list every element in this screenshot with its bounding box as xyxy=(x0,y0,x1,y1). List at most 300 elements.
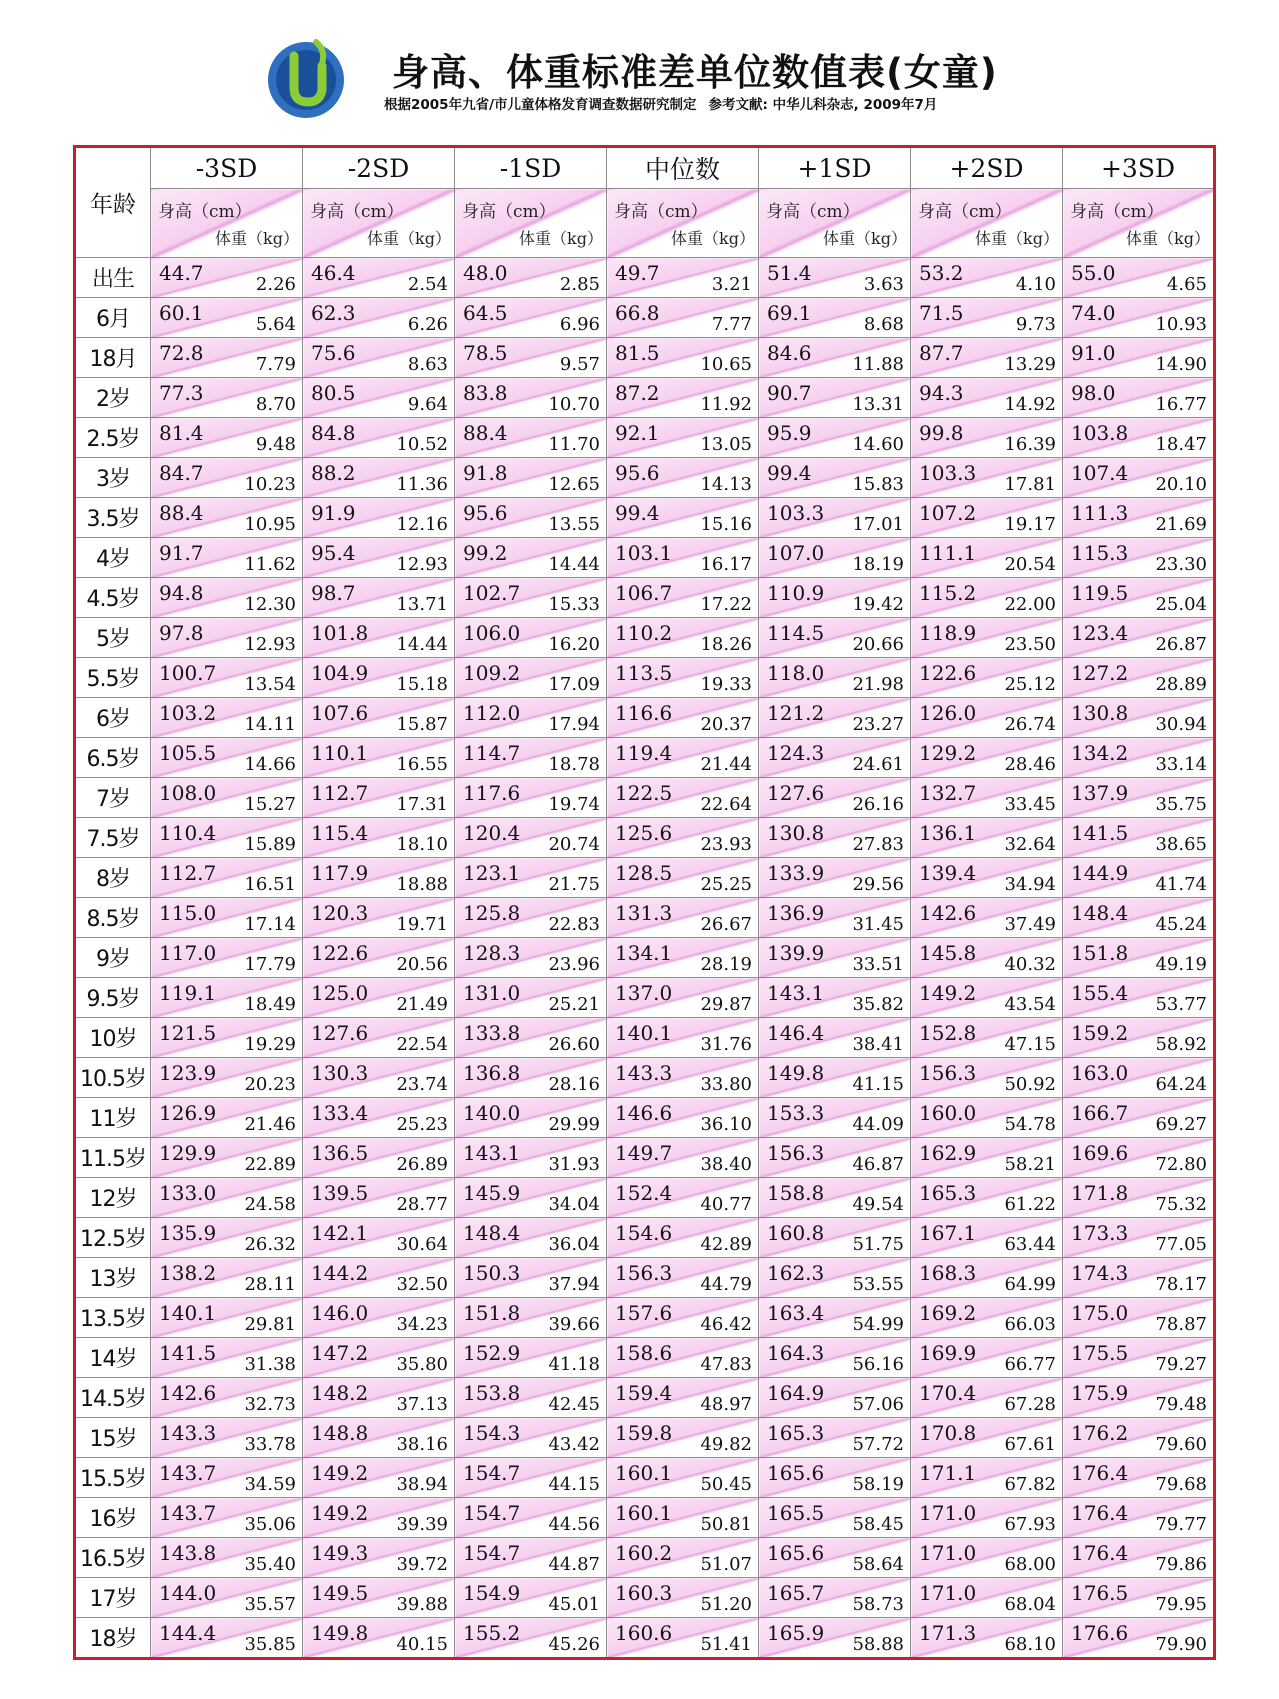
value-cell xyxy=(455,1258,607,1298)
weight-value: 12.30 xyxy=(244,594,296,615)
weight-value: 45.24 xyxy=(1155,914,1207,935)
value-cell xyxy=(455,458,607,498)
table-row xyxy=(75,378,1215,418)
value-cell xyxy=(151,858,303,898)
value-cell xyxy=(759,258,911,298)
weight-value: 10.23 xyxy=(244,474,296,495)
value-cell xyxy=(303,258,455,298)
height-value: 100.7 xyxy=(159,661,217,685)
height-value: 160.8 xyxy=(767,1221,825,1245)
height-value: 164.9 xyxy=(767,1381,825,1405)
weight-value: 17.09 xyxy=(548,674,600,695)
height-value: 142.6 xyxy=(159,1381,217,1405)
height-value: 154.9 xyxy=(463,1581,521,1605)
height-value: 103.2 xyxy=(159,701,217,725)
height-value: 171.3 xyxy=(919,1621,977,1645)
weight-value: 46.87 xyxy=(852,1154,904,1175)
weight-value: 6.96 xyxy=(559,314,600,335)
value-cell xyxy=(303,978,455,1018)
value-cell xyxy=(759,498,911,538)
weight-value: 15.16 xyxy=(700,514,752,535)
weight-value: 29.56 xyxy=(852,874,904,895)
height-value: 153.3 xyxy=(767,1101,825,1125)
value-cell xyxy=(1063,618,1215,658)
value-cell xyxy=(1063,898,1215,938)
weight-value: 20.23 xyxy=(244,1074,296,1095)
table-row xyxy=(75,1418,1215,1458)
weight-value: 50.81 xyxy=(700,1514,752,1535)
value-cell xyxy=(607,1418,759,1458)
value-cell xyxy=(911,1538,1063,1578)
weight-value: 25.21 xyxy=(548,994,600,1015)
weight-value: 24.58 xyxy=(244,1194,296,1215)
height-value: 87.2 xyxy=(615,381,660,405)
weight-value: 16.39 xyxy=(1004,434,1056,455)
age-cell: 18岁 xyxy=(75,1618,151,1659)
value-cell xyxy=(607,778,759,818)
value-cell xyxy=(911,1338,1063,1378)
value-cell xyxy=(303,1138,455,1178)
table-row xyxy=(75,258,1215,298)
weight-value: 33.80 xyxy=(700,1074,752,1095)
height-value: 128.5 xyxy=(615,861,673,885)
value-cell xyxy=(455,1178,607,1218)
table-body xyxy=(75,147,1215,1659)
weight-value: 67.82 xyxy=(1004,1474,1056,1495)
table-row xyxy=(75,1018,1215,1058)
weight-value: 21.44 xyxy=(700,754,752,775)
height-value: 128.3 xyxy=(463,941,521,965)
weight-value: 14.66 xyxy=(244,754,296,775)
table-row xyxy=(75,578,1215,618)
value-cell xyxy=(911,1018,1063,1058)
weight-unit-label: 体重（kg） xyxy=(367,229,451,248)
table-row xyxy=(75,498,1215,538)
weight-value: 13.71 xyxy=(396,594,448,615)
value-cell xyxy=(151,498,303,538)
weight-value: 14.90 xyxy=(1155,354,1207,375)
weight-value: 29.81 xyxy=(244,1314,296,1335)
weight-value: 38.94 xyxy=(396,1474,448,1495)
height-value: 141.5 xyxy=(1071,821,1129,845)
value-cell xyxy=(759,898,911,938)
value-cell xyxy=(1063,1498,1215,1538)
weight-value: 18.78 xyxy=(548,754,600,775)
value-cell xyxy=(607,978,759,1018)
height-value: 81.4 xyxy=(159,421,204,445)
value-cell xyxy=(455,338,607,378)
value-cell xyxy=(151,538,303,578)
height-value: 165.6 xyxy=(767,1461,825,1485)
height-value: 176.4 xyxy=(1071,1461,1129,1485)
value-cell xyxy=(303,298,455,338)
value-cell xyxy=(1063,458,1215,498)
value-cell xyxy=(911,578,1063,618)
value-cell xyxy=(455,658,607,698)
height-value: 149.5 xyxy=(311,1581,369,1605)
value-cell xyxy=(151,1618,303,1659)
value-cell xyxy=(759,1618,911,1659)
value-cell xyxy=(1063,418,1215,458)
height-value: 120.4 xyxy=(463,821,521,845)
height-value: 160.3 xyxy=(615,1581,673,1605)
height-value: 146.0 xyxy=(311,1301,369,1325)
table-row xyxy=(75,978,1215,1018)
weight-value: 26.67 xyxy=(700,914,752,935)
height-value: 99.8 xyxy=(919,421,964,445)
height-value: 99.4 xyxy=(615,501,660,525)
value-cell xyxy=(151,698,303,738)
weight-value: 41.15 xyxy=(852,1074,904,1095)
height-value: 149.8 xyxy=(311,1621,369,1645)
height-value: 135.9 xyxy=(159,1221,217,1245)
weight-value: 12.65 xyxy=(548,474,600,495)
value-cell xyxy=(1063,1178,1215,1218)
weight-value: 20.74 xyxy=(548,834,600,855)
value-cell xyxy=(151,1138,303,1178)
weight-value: 5.64 xyxy=(255,314,296,335)
age-cell: 2岁 xyxy=(75,378,151,418)
value-cell xyxy=(1063,1578,1215,1618)
weight-value: 11.88 xyxy=(852,354,904,375)
value-cell xyxy=(1063,778,1215,818)
height-value: 115.2 xyxy=(919,581,977,605)
weight-value: 25.12 xyxy=(1004,674,1056,695)
value-cell xyxy=(759,1458,911,1498)
value-cell xyxy=(1063,1378,1215,1418)
weight-value: 44.09 xyxy=(852,1114,904,1135)
height-value: 95.6 xyxy=(463,501,508,525)
value-cell xyxy=(607,298,759,338)
weight-value: 75.32 xyxy=(1155,1194,1207,1215)
value-cell xyxy=(303,1098,455,1138)
height-value: 130.8 xyxy=(1071,701,1129,725)
weight-value: 45.01 xyxy=(548,1594,600,1615)
height-value: 171.8 xyxy=(1071,1181,1129,1205)
height-value: 176.6 xyxy=(1071,1621,1129,1645)
height-value: 91.0 xyxy=(1071,341,1116,365)
value-cell xyxy=(455,1458,607,1498)
value-cell xyxy=(759,1298,911,1338)
value-cell xyxy=(1063,1618,1215,1659)
weight-value: 22.89 xyxy=(244,1154,296,1175)
weight-value: 26.87 xyxy=(1155,634,1207,655)
height-value: 156.3 xyxy=(615,1261,673,1285)
weight-value: 9.73 xyxy=(1015,314,1056,335)
table-row xyxy=(75,1498,1215,1538)
weight-value: 14.60 xyxy=(852,434,904,455)
weight-value: 17.79 xyxy=(244,954,296,975)
weight-value: 7.79 xyxy=(255,354,296,375)
sd-column-header: -2SD xyxy=(303,147,455,189)
table-row xyxy=(75,1298,1215,1338)
weight-value: 14.92 xyxy=(1004,394,1056,415)
height-value: 94.8 xyxy=(159,581,204,605)
value-cell xyxy=(303,1418,455,1458)
height-value: 106.0 xyxy=(463,621,521,645)
height-value: 95.9 xyxy=(767,421,812,445)
value-cell xyxy=(911,1138,1063,1178)
height-value: 126.0 xyxy=(919,701,977,725)
value-cell xyxy=(911,1058,1063,1098)
height-value: 131.0 xyxy=(463,981,521,1005)
value-cell xyxy=(607,1498,759,1538)
height-value: 101.8 xyxy=(311,621,369,645)
height-value: 173.3 xyxy=(1071,1221,1129,1245)
age-cell: 13岁 xyxy=(75,1258,151,1298)
height-value: 118.9 xyxy=(919,621,977,645)
height-value: 148.8 xyxy=(311,1421,369,1445)
value-cell xyxy=(911,658,1063,698)
value-cell xyxy=(911,378,1063,418)
value-cell xyxy=(455,378,607,418)
value-cell xyxy=(151,818,303,858)
value-cell xyxy=(151,1418,303,1458)
weight-value: 36.10 xyxy=(700,1114,752,1135)
weight-value: 15.83 xyxy=(852,474,904,495)
height-value: 158.6 xyxy=(615,1341,673,1365)
weight-value: 9.57 xyxy=(559,354,600,375)
height-value: 142.1 xyxy=(311,1221,369,1245)
height-value: 146.6 xyxy=(615,1101,673,1125)
value-cell xyxy=(455,1378,607,1418)
height-value: 171.0 xyxy=(919,1581,977,1605)
value-cell xyxy=(151,778,303,818)
value-cell xyxy=(303,1618,455,1659)
value-cell xyxy=(455,258,607,298)
height-value: 154.3 xyxy=(463,1421,521,1445)
height-value: 102.7 xyxy=(463,581,521,605)
value-cell xyxy=(1063,378,1215,418)
height-value: 149.3 xyxy=(311,1541,369,1565)
value-cell xyxy=(911,1418,1063,1458)
height-value: 165.9 xyxy=(767,1621,825,1645)
value-cell xyxy=(455,1018,607,1058)
table-row xyxy=(75,778,1215,818)
height-value: 84.6 xyxy=(767,341,812,365)
table-row xyxy=(75,338,1215,378)
weight-value: 39.72 xyxy=(396,1554,448,1575)
age-cell: 12.5岁 xyxy=(75,1218,151,1258)
value-cell xyxy=(151,1258,303,1298)
weight-value: 32.73 xyxy=(244,1394,296,1415)
height-value: 150.3 xyxy=(463,1261,521,1285)
height-value: 91.8 xyxy=(463,461,508,485)
weight-value: 33.78 xyxy=(244,1434,296,1455)
value-cell xyxy=(607,618,759,658)
height-value: 91.9 xyxy=(311,501,356,525)
value-cell xyxy=(151,378,303,418)
weight-value: 44.15 xyxy=(548,1474,600,1495)
weight-value: 79.95 xyxy=(1155,1594,1207,1615)
value-cell xyxy=(911,618,1063,658)
height-value: 167.1 xyxy=(919,1221,977,1245)
value-cell xyxy=(759,538,911,578)
value-cell xyxy=(607,898,759,938)
weight-value: 67.61 xyxy=(1004,1434,1056,1455)
weight-unit-label: 体重（kg） xyxy=(215,229,299,248)
weight-value: 79.86 xyxy=(1155,1554,1207,1575)
value-cell xyxy=(303,498,455,538)
height-value: 74.0 xyxy=(1071,301,1116,325)
weight-value: 14.11 xyxy=(244,714,296,735)
weight-value: 68.00 xyxy=(1004,1554,1056,1575)
height-value: 108.0 xyxy=(159,781,217,805)
weight-value: 11.92 xyxy=(700,394,752,415)
value-cell xyxy=(455,1538,607,1578)
value-cell xyxy=(911,458,1063,498)
weight-value: 35.75 xyxy=(1155,794,1207,815)
value-cell xyxy=(455,1578,607,1618)
weight-value: 18.26 xyxy=(700,634,752,655)
height-value: 165.5 xyxy=(767,1501,825,1525)
height-unit-label: 身高（cm） xyxy=(1070,202,1164,223)
height-value: 143.1 xyxy=(767,981,825,1005)
weight-value: 11.62 xyxy=(244,554,296,575)
value-cell xyxy=(455,498,607,538)
value-cell xyxy=(151,578,303,618)
value-cell xyxy=(455,418,607,458)
height-value: 69.1 xyxy=(767,301,812,325)
value-cell xyxy=(911,938,1063,978)
weight-value: 16.20 xyxy=(548,634,600,655)
height-value: 171.0 xyxy=(919,1541,977,1565)
height-value: 49.7 xyxy=(615,261,660,285)
height-value: 169.9 xyxy=(919,1341,977,1365)
value-cell xyxy=(1063,258,1215,298)
value-cell xyxy=(303,378,455,418)
value-cell xyxy=(151,1298,303,1338)
value-cell xyxy=(455,1218,607,1258)
weight-value: 53.55 xyxy=(852,1274,904,1295)
height-value: 139.4 xyxy=(919,861,977,885)
value-cell xyxy=(759,418,911,458)
value-cell xyxy=(151,298,303,338)
height-value: 133.0 xyxy=(159,1181,217,1205)
height-value: 136.8 xyxy=(463,1061,521,1085)
table-row xyxy=(75,818,1215,858)
height-value: 53.2 xyxy=(919,261,964,285)
weight-value: 28.89 xyxy=(1155,674,1207,695)
height-value: 149.8 xyxy=(767,1061,825,1085)
height-value: 165.6 xyxy=(767,1541,825,1565)
table-row xyxy=(75,738,1215,778)
value-cell xyxy=(911,498,1063,538)
table-row xyxy=(75,1098,1215,1138)
weight-value: 16.55 xyxy=(396,754,448,775)
sd-column-header: 中位数 xyxy=(607,147,759,189)
value-cell xyxy=(1063,578,1215,618)
height-value: 160.6 xyxy=(615,1621,673,1645)
age-cell: 11岁 xyxy=(75,1098,151,1138)
weight-unit-label: 体重（kg） xyxy=(1126,229,1210,248)
height-value: 95.6 xyxy=(615,461,660,485)
value-cell xyxy=(1063,738,1215,778)
value-cell xyxy=(455,1418,607,1458)
height-value: 127.2 xyxy=(1071,661,1129,685)
weight-value: 43.42 xyxy=(548,1434,600,1455)
height-value: 175.0 xyxy=(1071,1301,1129,1325)
value-cell xyxy=(455,1098,607,1138)
weight-value: 19.42 xyxy=(852,594,904,615)
value-cell xyxy=(303,1498,455,1538)
height-value: 175.5 xyxy=(1071,1341,1129,1365)
height-value: 176.5 xyxy=(1071,1581,1129,1605)
height-value: 121.5 xyxy=(159,1021,217,1045)
height-value: 163.0 xyxy=(1071,1061,1129,1085)
weight-value: 35.85 xyxy=(244,1634,296,1655)
height-value: 72.8 xyxy=(159,341,204,365)
page-title: 身高、体重标准差单位数值表(女童) xyxy=(392,51,998,94)
height-value: 95.4 xyxy=(311,541,356,565)
weight-value: 67.28 xyxy=(1004,1394,1056,1415)
value-cell xyxy=(1063,498,1215,538)
value-cell xyxy=(151,458,303,498)
table-row xyxy=(75,1378,1215,1418)
height-value: 162.9 xyxy=(919,1141,977,1165)
height-unit-label: 身高（cm） xyxy=(462,202,556,223)
weight-value: 79.68 xyxy=(1155,1474,1207,1495)
age-cell: 4.5岁 xyxy=(75,578,151,618)
height-value: 107.6 xyxy=(311,701,369,725)
weight-value: 31.76 xyxy=(700,1034,752,1055)
height-value: 62.3 xyxy=(311,301,356,325)
value-cell xyxy=(1063,1018,1215,1058)
height-value: 88.4 xyxy=(463,421,508,445)
weight-value: 39.88 xyxy=(396,1594,448,1615)
height-value: 94.3 xyxy=(919,381,964,405)
value-cell xyxy=(607,1138,759,1178)
height-value: 81.5 xyxy=(615,341,660,365)
height-value: 133.8 xyxy=(463,1021,521,1045)
height-value: 123.4 xyxy=(1071,621,1129,645)
table-row xyxy=(75,658,1215,698)
height-value: 80.5 xyxy=(311,381,356,405)
weight-value: 8.63 xyxy=(407,354,448,375)
height-value: 99.2 xyxy=(463,541,508,565)
value-cell xyxy=(455,1498,607,1538)
value-cell xyxy=(455,858,607,898)
value-cell xyxy=(1063,338,1215,378)
value-cell xyxy=(911,858,1063,898)
weight-value: 79.27 xyxy=(1155,1354,1207,1375)
value-cell xyxy=(151,618,303,658)
value-cell xyxy=(759,298,911,338)
value-cell xyxy=(455,978,607,1018)
table-row xyxy=(75,938,1215,978)
weight-value: 34.23 xyxy=(396,1314,448,1335)
height-value: 122.6 xyxy=(919,661,977,685)
weight-unit-label: 体重（kg） xyxy=(823,229,907,248)
height-value: 143.1 xyxy=(463,1141,521,1165)
weight-value: 54.99 xyxy=(852,1314,904,1335)
weight-value: 58.64 xyxy=(852,1554,904,1575)
weight-value: 16.77 xyxy=(1155,394,1207,415)
weight-value: 21.46 xyxy=(244,1114,296,1135)
weight-value: 61.22 xyxy=(1004,1194,1056,1215)
height-value: 160.2 xyxy=(615,1541,673,1565)
value-cell xyxy=(911,1578,1063,1618)
value-cell xyxy=(303,1018,455,1058)
weight-value: 43.54 xyxy=(1004,994,1056,1015)
weight-value: 17.31 xyxy=(396,794,448,815)
weight-value: 69.27 xyxy=(1155,1114,1207,1135)
weight-value: 20.56 xyxy=(396,954,448,975)
weight-value: 23.50 xyxy=(1004,634,1056,655)
value-cell xyxy=(911,1498,1063,1538)
value-cell xyxy=(911,418,1063,458)
value-cell xyxy=(607,1578,759,1618)
